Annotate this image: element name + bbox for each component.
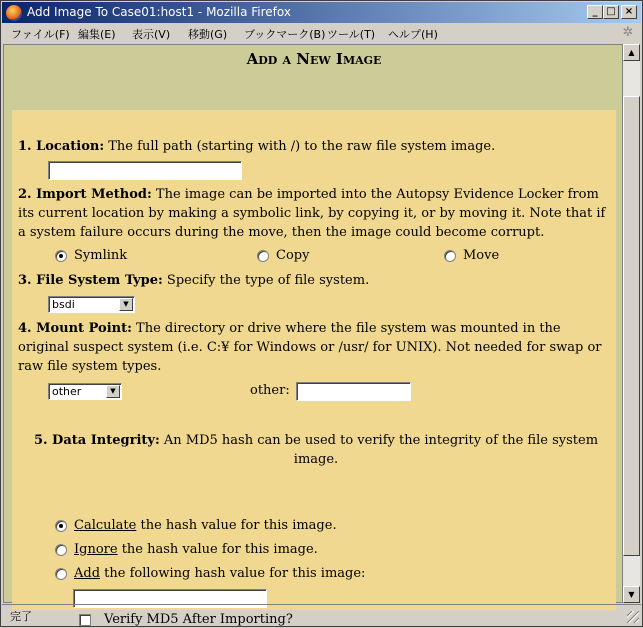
mount-point-section [18, 319, 614, 376]
mount-point-label: 4. Mount Point: [18, 321, 132, 336]
import-move-label: Move [463, 248, 500, 263]
scroll-down-button[interactable]: ▼ [623, 586, 640, 603]
page-title: Add a New Image [246, 50, 382, 68]
integrity-ignore-radio[interactable] [55, 544, 67, 556]
calculate-rest: the hash value for this image. [136, 518, 337, 533]
fs-type-section [18, 271, 614, 290]
vertical-scrollbar[interactable] [623, 44, 640, 603]
fs-type-select[interactable] [48, 296, 135, 313]
fs-type-desc: Specify the type of file system. [166, 273, 370, 288]
integrity-calculate-label [74, 517, 337, 534]
mount-other-label: other: [250, 383, 290, 398]
integrity-label: 5. Data Integrity: [33, 433, 160, 448]
close-button[interactable]: × [621, 5, 637, 19]
chevron-down-icon[interactable]: ▼ [106, 385, 120, 398]
mount-point-value: other [52, 385, 82, 398]
mount-point-select[interactable] [48, 383, 122, 400]
resize-grip-icon[interactable] [627, 611, 639, 623]
mount-other-input[interactable] [296, 382, 411, 401]
location-label: 1. Location: [18, 139, 105, 154]
menu-edit[interactable]: 編集(E) [78, 28, 116, 41]
status-text: 完了 [10, 610, 32, 623]
location-input[interactable] [48, 161, 242, 180]
integrity-desc: An MD5 hash can be used to verify the integrity of the file system image. [163, 433, 599, 467]
import-method-label: 2. Import Method: [18, 187, 152, 202]
firefox-icon [6, 5, 22, 21]
integrity-add-radio[interactable] [55, 568, 67, 580]
ignore-rest: the hash value for this image. [117, 542, 318, 557]
window-title: Add Image To Case01:host1 - Mozilla Firefox [27, 5, 291, 19]
add-rest: the following hash value for this image: [100, 566, 366, 581]
menu-file[interactable]: ファイル(F) [11, 28, 70, 41]
import-copy-label: Copy [276, 248, 310, 263]
menu-bar [2, 23, 641, 43]
import-copy-radio[interactable] [257, 250, 269, 262]
scroll-thumb[interactable] [623, 96, 640, 556]
title-bar [2, 2, 641, 23]
throbber-icon: ✲ [622, 25, 634, 40]
minimize-button[interactable]: _ [587, 5, 603, 19]
import-method-desc: The image can be imported into the Autopsy Evidence Locker from its current location by making a symbolic link, by copying it, or by moving it. Note that if a system failure occurs during the move, then the image could become corrupt. [18, 187, 606, 240]
status-bar [2, 604, 641, 625]
integrity-add-label [74, 565, 365, 582]
fs-type-value: bsdi [52, 298, 75, 311]
location-section [18, 137, 614, 156]
menu-bookmarks[interactable]: ブックマーク(B) [244, 28, 326, 41]
import-move-radio[interactable] [444, 250, 456, 262]
integrity-calculate-radio[interactable] [55, 520, 67, 532]
mount-point-desc: The directory or drive where the file system was mounted in the original suspect system (i.e. C:¥ for Windows or /usr/ for UNIX). Not needed for swap or raw file system types. [18, 321, 602, 374]
chevron-down-icon[interactable]: ▼ [119, 298, 133, 311]
calculate-underlined: Calculate [74, 518, 137, 533]
location-desc: The full path (starting with /) to the raw file system image. [108, 139, 496, 154]
menu-go[interactable]: 移動(G) [188, 28, 228, 41]
import-method-section [18, 185, 614, 242]
fs-type-label: 3. File System Type: [18, 273, 163, 288]
import-symlink-radio[interactable] [55, 250, 67, 262]
maximize-button[interactable]: □ [603, 5, 619, 19]
integrity-section [18, 431, 614, 469]
menu-view[interactable]: 表示(V) [132, 28, 171, 41]
ignore-underlined: Ignore [74, 542, 118, 557]
verify-md5-label: Verify MD5 After Importing? [104, 612, 293, 627]
menu-help[interactable]: ヘルプ(H) [388, 28, 438, 41]
integrity-ignore-label [74, 541, 318, 558]
scroll-up-button[interactable]: ▲ [623, 44, 640, 61]
import-symlink-label: Symlink [74, 248, 128, 263]
add-underlined: Add [74, 566, 101, 581]
menu-tools[interactable]: ツール(T) [327, 28, 376, 41]
